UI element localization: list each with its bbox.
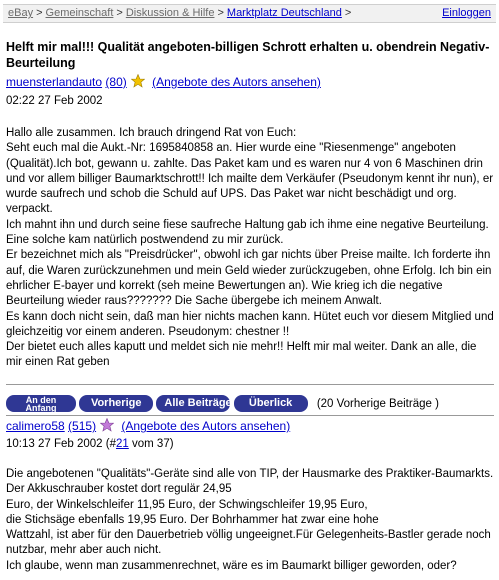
post-date: 02:22 27 Feb 2002	[6, 95, 103, 107]
breadcrumb-bar	[3, 4, 496, 23]
star-icon	[100, 418, 114, 435]
author-rating-link[interactable]: (80)	[105, 75, 127, 89]
overview-button[interactable]: Überlick	[234, 395, 308, 412]
author-listings-link[interactable]: (Angebote des Autors ansehen)	[121, 419, 291, 433]
post-paragraph: Ich mahnt ihn und durch seine fiese saufreche Haltung gab ich ihme eine negative Beurteilung. Eine solche kam natürlich postwendend zu mir zurück.	[6, 218, 489, 247]
post-paragraph: Hallo alle zusammen. Ich brauch dringend Rat von Euch:	[6, 127, 297, 139]
breadcrumb-separator: >	[344, 7, 352, 19]
previous-posts-count: (20 Vorherige Beiträge )	[316, 397, 439, 410]
author-name-link[interactable]: calimero58	[6, 419, 65, 433]
breadcrumb-gemeinschaft[interactable]: Gemeinschaft	[45, 7, 114, 19]
post-paragraph: Er bezeichnet mich als "Preisdrücker", obwohl ich gar nichts über Preise mailte. Ich forderte ihn auf, die Waren zurückzunehmen und mein Geld wieder zurückzugeben, ohne Erfolg. Ich bin ein ehrlicher E-bayer und korrekt (seh meine Bewertungen an). Wie krieg ich die negative Beurteilung wieder raus??????? Die Sache übergebe ich meinem Anwalt.	[6, 249, 492, 308]
post-position-suffix: vom 37)	[132, 438, 174, 450]
thread-title: Helft mir mal!!! Qualität angeboten-billigen Schrott erhalten u. obendrein Negativ-Beurteilung	[6, 40, 490, 70]
post-paragraph: die Stichsäge ebenfalls 19,95 Euro. Der Bohrhammer hat zwar eine hohe	[6, 513, 379, 526]
first-post-label-line1: An den	[25, 395, 57, 405]
divider	[6, 415, 494, 416]
post-meta	[6, 438, 174, 450]
breadcrumb	[8, 5, 354, 22]
breadcrumb-marktplatz-deutschland[interactable]: Marktplatz Deutschland	[226, 7, 342, 19]
post-paragraph: Euro, der Winkelschleifer 11,95 Euro, der Schwingschleifer 19,95 Euro,	[6, 498, 368, 511]
post-author-line	[6, 74, 321, 91]
first-post-label-line2: Anfang	[25, 403, 57, 413]
all-posts-button[interactable]: Alle Beiträge	[156, 395, 230, 412]
breadcrumb-separator: >	[36, 7, 43, 19]
post-author-line	[6, 418, 290, 435]
divider	[6, 384, 494, 385]
star-icon	[131, 74, 145, 91]
breadcrumb-diskussion-hilfe[interactable]: Diskussion & Hilfe	[125, 7, 215, 19]
post-body	[6, 467, 494, 574]
post-paragraph: Die angebotenen "Qualitäts"-Geräte sind alle von TIP, der Hausmarke des Praktiker-Baumarkts. Der Akkuschrauber kostet dort regulär 24,95	[6, 468, 494, 496]
author-name-link[interactable]: muensterlandauto	[6, 75, 103, 89]
post-position-prefix: (#	[105, 438, 116, 450]
breadcrumb-separator: >	[116, 7, 123, 19]
author-rating-link[interactable]: (515)	[68, 419, 97, 433]
breadcrumb-ebay[interactable]: eBay	[8, 7, 34, 19]
post-number-link[interactable]: 21	[116, 438, 129, 450]
breadcrumb-separator: >	[217, 7, 224, 19]
login-link[interactable]: Einloggen	[442, 7, 491, 19]
post-paragraph: Seht euch mal die Aukt.-Nr: 1695840858 an. Hier wurde eine "Riesenmenge" angeboten (Qualität).Ich bot, gewann u. zahlte. Das Paket kam und es waren nur 4 von 6 Maschinen drin und vor allem billiger Baumarktschrott!! Ich mailte dem Verkäufer (Pseudonym kennt ihr nun), er wurde saufrech und schob die Schuld auf UPS. Das Paket war nicht beschädigt und org. verpackt.	[6, 142, 494, 216]
author-listings-link[interactable]: (Angebote des Autors ansehen)	[152, 75, 321, 89]
post-date: 10:13 27 Feb 2002	[6, 438, 103, 450]
previous-button[interactable]: Vorherige	[79, 395, 153, 412]
first-post-button[interactable]	[6, 395, 76, 412]
post-paragraph: Es kann doch nicht sein, daß man hier nichts machen kann. Hütet euch vor diesem Mitglied und gleichzeitig vor einem anderen. Pseudonym: chestner !!	[6, 310, 494, 338]
post-paragraph: Ich glaube, wenn man zusammenrechnet, wäre es im Baumarkt billiger geworden, oder?	[6, 559, 457, 572]
post-paragraph: Wattzahl, ist aber für den Dauerbetrieb völlig ungeeignet.Für Gelegenheits-Bastler gerade noch nutzbar, mehr aber auch nicht.	[6, 529, 491, 557]
post-navigation	[6, 395, 439, 412]
post-paragraph: Der bietet euch alles kaputt und meldet sich nie mehr!! Helft mir mal weiter. Dank an alle, die mir einen Rat geben	[6, 341, 477, 369]
post-body	[6, 126, 494, 371]
